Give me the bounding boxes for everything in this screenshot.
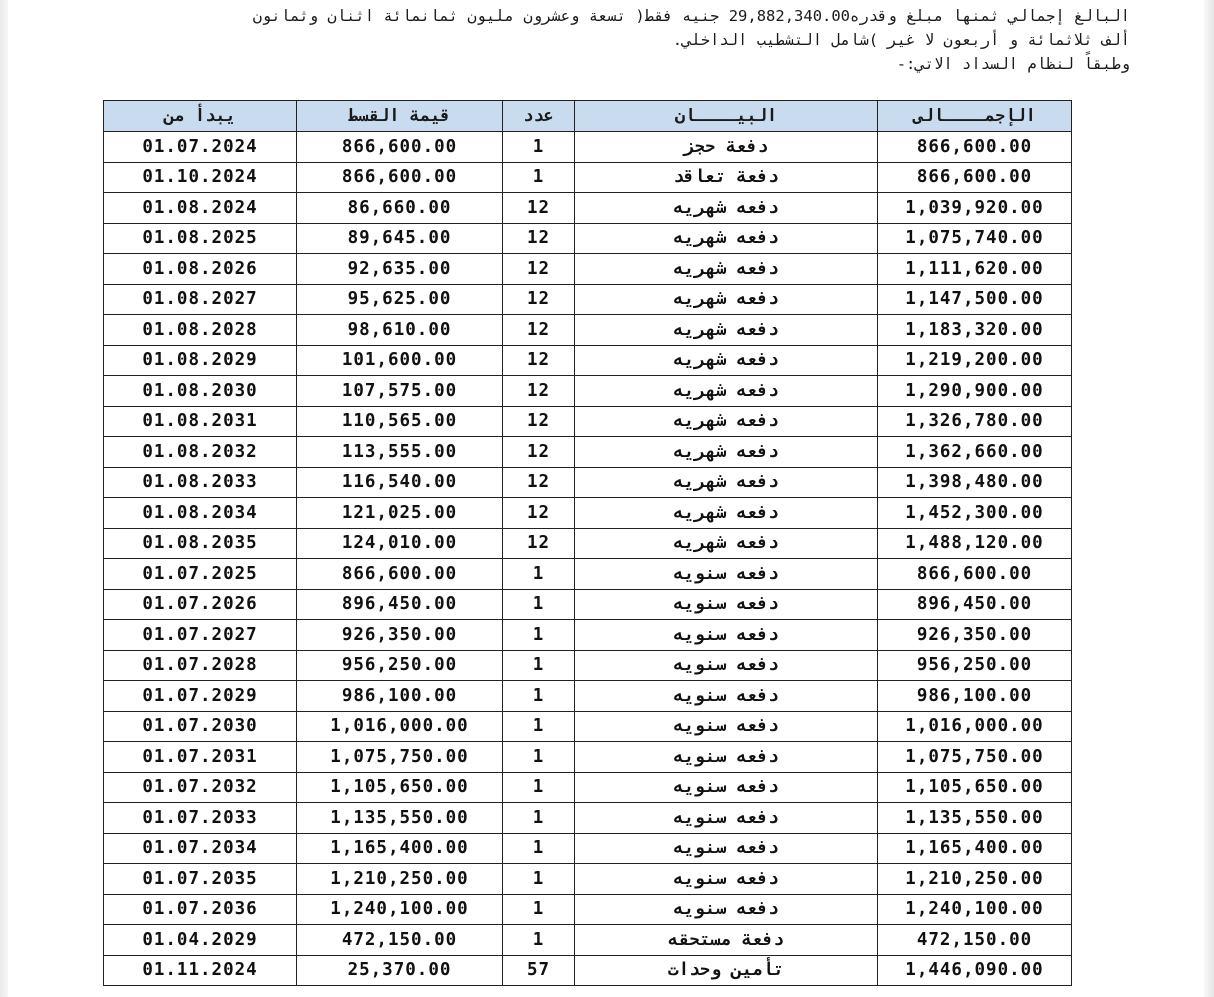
- cell-count: 1: [503, 132, 575, 163]
- cell-installment: 92,635.00: [297, 254, 503, 285]
- table-row: [104, 223, 1072, 254]
- cell-description: دفعه سنويه: [575, 620, 878, 651]
- cell-installment: 121,025.00: [297, 498, 503, 529]
- cell-installment: 1,165,400.00: [297, 833, 503, 864]
- payment-schedule-table: [103, 100, 1072, 986]
- header-installment: قيمة القسط: [297, 101, 503, 132]
- cell-description: دفعة مستحقه: [575, 925, 878, 956]
- cell-count: 12: [503, 528, 575, 559]
- table-row: [104, 498, 1072, 529]
- cell-description: دفعة حجز: [575, 132, 878, 163]
- cell-installment: 1,016,000.00: [297, 711, 503, 742]
- cell-start-date: 01.07.2028: [104, 650, 297, 681]
- cell-installment: 101,600.00: [297, 345, 503, 376]
- table-row: [104, 650, 1072, 681]
- table-row: [104, 345, 1072, 376]
- cell-installment: 124,010.00: [297, 528, 503, 559]
- table-row: [104, 589, 1072, 620]
- cell-installment: 110,565.00: [297, 406, 503, 437]
- cell-count: 12: [503, 437, 575, 468]
- cell-total: 926,350.00: [878, 620, 1072, 651]
- cell-installment: 86,660.00: [297, 193, 503, 224]
- cell-description: دفعه سنويه: [575, 833, 878, 864]
- cell-start-date: 01.08.2031: [104, 406, 297, 437]
- cell-installment: 986,100.00: [297, 681, 503, 712]
- cell-start-date: 01.08.2029: [104, 345, 297, 376]
- table-row: [104, 406, 1072, 437]
- cell-count: 1: [503, 925, 575, 956]
- cell-description: دفعه سنويه: [575, 589, 878, 620]
- cell-total: 1,446,090.00: [878, 955, 1072, 986]
- cell-count: 1: [503, 833, 575, 864]
- cell-installment: 866,600.00: [297, 559, 503, 590]
- cell-total: 1,105,650.00: [878, 772, 1072, 803]
- cell-count: 1: [503, 742, 575, 773]
- cell-total: 1,147,500.00: [878, 284, 1072, 315]
- table-row: [104, 711, 1072, 742]
- cell-count: 1: [503, 681, 575, 712]
- cell-start-date: 01.08.2032: [104, 437, 297, 468]
- cell-description: دفعه سنويه: [575, 559, 878, 590]
- cell-description: دفعه سنويه: [575, 772, 878, 803]
- cell-total: 472,150.00: [878, 925, 1072, 956]
- cell-description: دفعه سنويه: [575, 650, 878, 681]
- cell-start-date: 01.07.2027: [104, 620, 297, 651]
- table-row: [104, 315, 1072, 346]
- cell-total: 866,600.00: [878, 162, 1072, 193]
- cell-total: 1,165,400.00: [878, 833, 1072, 864]
- table-row: [104, 193, 1072, 224]
- cell-description: دفعه سنويه: [575, 894, 878, 925]
- cell-total: 1,488,120.00: [878, 528, 1072, 559]
- cell-start-date: 01.07.2026: [104, 589, 297, 620]
- cell-start-date: 01.11.2024: [104, 955, 297, 986]
- cell-installment: 1,075,750.00: [297, 742, 503, 773]
- cell-start-date: 01.07.2033: [104, 803, 297, 834]
- table-row: [104, 803, 1072, 834]
- cell-start-date: 01.08.2030: [104, 376, 297, 407]
- cell-total: 1,219,200.00: [878, 345, 1072, 376]
- cell-installment: 926,350.00: [297, 620, 503, 651]
- cell-installment: 89,645.00: [297, 223, 503, 254]
- cell-count: 1: [503, 162, 575, 193]
- cell-total: 1,075,740.00: [878, 223, 1072, 254]
- table-row: [104, 162, 1072, 193]
- header-start-date: يبدأ من: [104, 101, 297, 132]
- cell-start-date: 01.08.2028: [104, 315, 297, 346]
- cell-description: دفعه شهريه: [575, 284, 878, 315]
- cell-installment: 866,600.00: [297, 132, 503, 163]
- contract-intro-text: [40, 4, 1130, 76]
- cell-description: دفعه شهريه: [575, 376, 878, 407]
- cell-installment: 866,600.00: [297, 162, 503, 193]
- header-total: الإجمــــالى: [878, 101, 1072, 132]
- table-row: [104, 132, 1072, 163]
- cell-total: 866,600.00: [878, 132, 1072, 163]
- table-row: [104, 528, 1072, 559]
- cell-installment: 116,540.00: [297, 467, 503, 498]
- cell-start-date: 01.07.2032: [104, 772, 297, 803]
- cell-description: دفعه شهريه: [575, 467, 878, 498]
- cell-count: 1: [503, 650, 575, 681]
- table-row: [104, 467, 1072, 498]
- cell-total: 866,600.00: [878, 559, 1072, 590]
- cell-count: 1: [503, 803, 575, 834]
- table-row: [104, 254, 1072, 285]
- table-row: [104, 284, 1072, 315]
- cell-count: 12: [503, 223, 575, 254]
- cell-total: 1,210,250.00: [878, 864, 1072, 895]
- cell-count: 12: [503, 376, 575, 407]
- cell-total: 896,450.00: [878, 589, 1072, 620]
- cell-count: 1: [503, 772, 575, 803]
- cell-start-date: 01.07.2031: [104, 742, 297, 773]
- page-edge-left: [0, 0, 8, 997]
- cell-total: 1,362,660.00: [878, 437, 1072, 468]
- cell-start-date: 01.07.2030: [104, 711, 297, 742]
- cell-installment: 1,135,550.00: [297, 803, 503, 834]
- cell-total: 986,100.00: [878, 681, 1072, 712]
- cell-total: 1,135,550.00: [878, 803, 1072, 834]
- cell-start-date: 01.08.2024: [104, 193, 297, 224]
- cell-description: دفعه شهريه: [575, 345, 878, 376]
- table-row: [104, 376, 1072, 407]
- intro-total-amount: 29,882,340.00: [728, 7, 851, 25]
- cell-installment: 98,610.00: [297, 315, 503, 346]
- cell-count: 12: [503, 498, 575, 529]
- cell-count: 1: [503, 711, 575, 742]
- table-row: [104, 955, 1072, 986]
- table-row: [104, 742, 1072, 773]
- cell-start-date: 01.08.2035: [104, 528, 297, 559]
- page-edge-right: [1204, 0, 1214, 997]
- cell-installment: 1,240,100.00: [297, 894, 503, 925]
- cell-total: 1,111,620.00: [878, 254, 1072, 285]
- cell-start-date: 01.08.2025: [104, 223, 297, 254]
- cell-description: دفعه شهريه: [575, 528, 878, 559]
- cell-description: دفعه شهريه: [575, 406, 878, 437]
- cell-start-date: 01.07.2029: [104, 681, 297, 712]
- intro-line-1-text: البالغ إجمالي ثمنها مبلغ وقدره: [850, 7, 1130, 25]
- cell-start-date: 01.07.2034: [104, 833, 297, 864]
- table-header-row: [104, 101, 1072, 132]
- cell-installment: 25,370.00: [297, 955, 503, 986]
- cell-start-date: 01.08.2033: [104, 467, 297, 498]
- cell-installment: 896,450.00: [297, 589, 503, 620]
- intro-line-2: ألف ثلاثمائة و أربعون لا غير )شامل التشطيب الداخلي.: [672, 31, 1130, 49]
- cell-description: دفعه شهريه: [575, 193, 878, 224]
- cell-count: 12: [503, 254, 575, 285]
- cell-description: دفعه شهريه: [575, 223, 878, 254]
- cell-count: 12: [503, 284, 575, 315]
- cell-total: 1,326,780.00: [878, 406, 1072, 437]
- cell-installment: 472,150.00: [297, 925, 503, 956]
- cell-count: 12: [503, 345, 575, 376]
- cell-count: 1: [503, 894, 575, 925]
- intro-line-3: وطبقاً لنظام السداد الاتي:-: [896, 55, 1130, 73]
- cell-total: 1,240,100.00: [878, 894, 1072, 925]
- cell-description: دفعه شهريه: [575, 437, 878, 468]
- cell-start-date: 01.07.2036: [104, 894, 297, 925]
- cell-description: دفعه شهريه: [575, 498, 878, 529]
- cell-installment: 1,105,650.00: [297, 772, 503, 803]
- cell-total: 956,250.00: [878, 650, 1072, 681]
- cell-count: 12: [503, 406, 575, 437]
- cell-total: 1,452,300.00: [878, 498, 1072, 529]
- cell-start-date: 01.10.2024: [104, 162, 297, 193]
- table-row: [104, 620, 1072, 651]
- cell-total: 1,290,900.00: [878, 376, 1072, 407]
- cell-installment: 1,210,250.00: [297, 864, 503, 895]
- intro-line-1: [40, 4, 1130, 28]
- cell-total: 1,398,480.00: [878, 467, 1072, 498]
- cell-count: 1: [503, 589, 575, 620]
- table-row: [104, 833, 1072, 864]
- table-row: [104, 894, 1072, 925]
- table-row: [104, 864, 1072, 895]
- cell-total: 1,039,920.00: [878, 193, 1072, 224]
- cell-count: 12: [503, 193, 575, 224]
- cell-description: دفعه سنويه: [575, 711, 878, 742]
- cell-total: 1,183,320.00: [878, 315, 1072, 346]
- table-row: [104, 772, 1072, 803]
- cell-count: 1: [503, 559, 575, 590]
- cell-count: 12: [503, 315, 575, 346]
- cell-description: تأمين وحدات: [575, 955, 878, 986]
- cell-count: 1: [503, 864, 575, 895]
- cell-description: دفعة تعاقد: [575, 162, 878, 193]
- cell-description: دفعه سنويه: [575, 742, 878, 773]
- cell-description: دفعه سنويه: [575, 864, 878, 895]
- cell-start-date: 01.07.2024: [104, 132, 297, 163]
- cell-start-date: 01.08.2034: [104, 498, 297, 529]
- cell-start-date: 01.07.2025: [104, 559, 297, 590]
- cell-total: 1,016,000.00: [878, 711, 1072, 742]
- table-row: [104, 925, 1072, 956]
- cell-start-date: 01.04.2029: [104, 925, 297, 956]
- table-body: [104, 132, 1072, 986]
- cell-description: دفعه شهريه: [575, 315, 878, 346]
- cell-installment: 956,250.00: [297, 650, 503, 681]
- table-row: [104, 559, 1072, 590]
- cell-start-date: 01.08.2027: [104, 284, 297, 315]
- table-row: [104, 437, 1072, 468]
- intro-line-1-rest: جنيه فقط( تسعة وعشرون مليون ثمانمائة اثنان وثمانون: [252, 7, 720, 25]
- table-row: [104, 681, 1072, 712]
- cell-description: دفعه سنويه: [575, 681, 878, 712]
- cell-total: 1,075,750.00: [878, 742, 1072, 773]
- cell-count: 1: [503, 620, 575, 651]
- header-count: عدد: [503, 101, 575, 132]
- cell-description: دفعه شهريه: [575, 254, 878, 285]
- cell-installment: 95,625.00: [297, 284, 503, 315]
- cell-count: 12: [503, 467, 575, 498]
- cell-description: دفعه سنويه: [575, 803, 878, 834]
- header-description: البيــــان: [575, 101, 878, 132]
- cell-start-date: 01.07.2035: [104, 864, 297, 895]
- cell-count: 57: [503, 955, 575, 986]
- cell-start-date: 01.08.2026: [104, 254, 297, 285]
- cell-installment: 113,555.00: [297, 437, 503, 468]
- cell-installment: 107,575.00: [297, 376, 503, 407]
